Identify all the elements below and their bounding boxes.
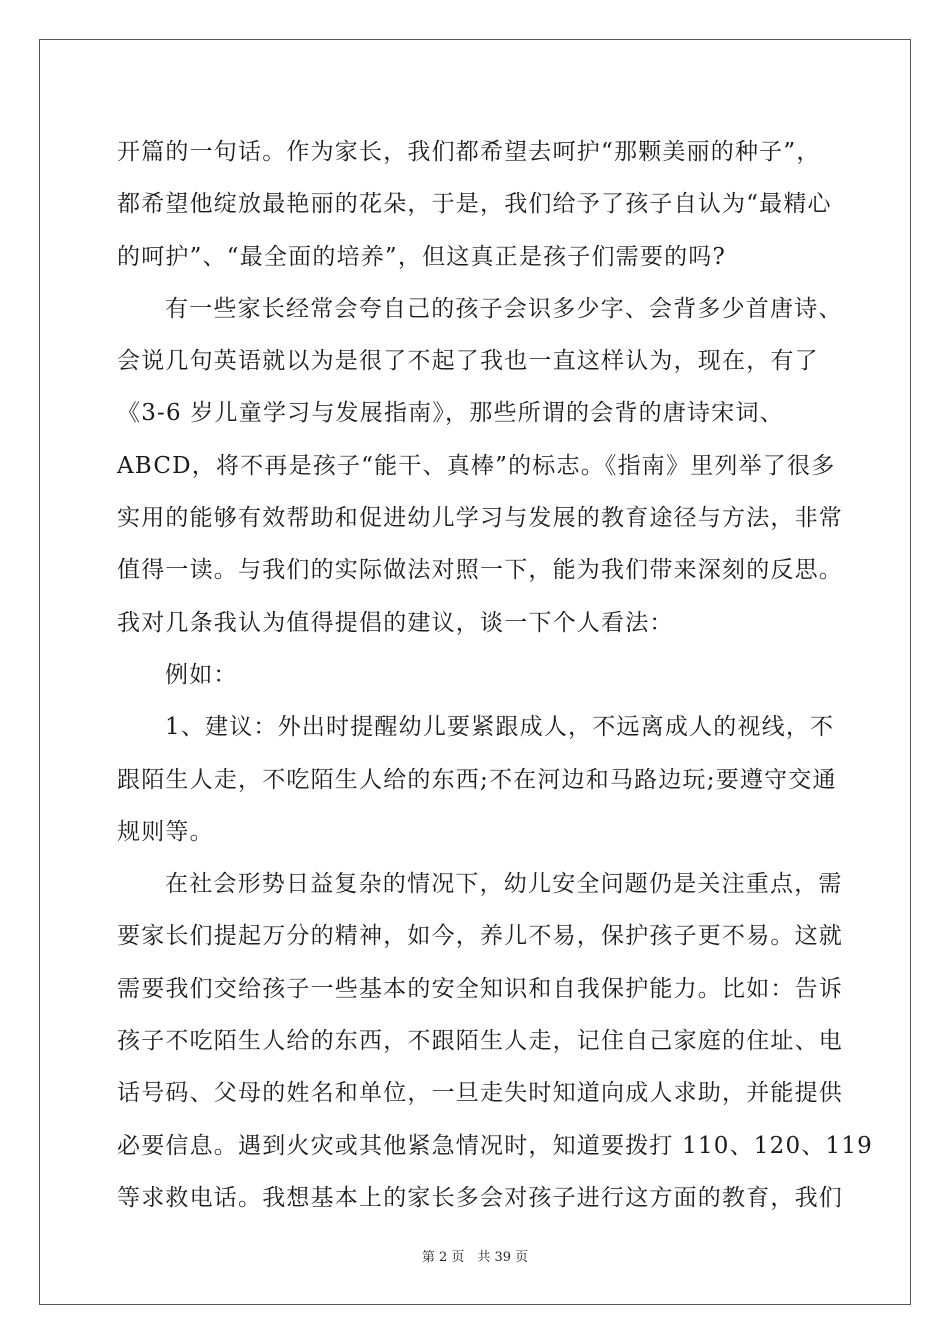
text-line-5: 会说几句英语就以为是很了不起了我也一直这样认为，现在，有了 bbox=[117, 348, 819, 375]
text-line-7: ABCD，将不再是孩子“能干、真棒”的标志。《指南》里列举了很多 bbox=[117, 452, 836, 479]
text-line-12: 1、建议：外出时提醒幼儿要紧跟成人，不远离成人的视线，不 bbox=[165, 714, 835, 741]
text-line-2: 都希望他绽放最艳丽的花朵，于是，我们给予了孩子自认为“最精心 bbox=[117, 191, 832, 218]
text-line-11: 例如： bbox=[165, 661, 238, 688]
text-line-3: 的呵护”、“最全面的培养”，但这真正是孩子们需要的吗? bbox=[117, 243, 727, 270]
text-line-17: 需要我们交给孩子一些基本的安全知识和自我保护能力。比如：告诉 bbox=[117, 975, 843, 1002]
text-line-10: 我对几条我认为值得提倡的建议，谈一下个人看法： bbox=[117, 609, 674, 636]
text-line-19: 话号码、父母的姓名和单位，一旦走失时知道向成人求助，并能提供 bbox=[117, 1080, 843, 1107]
text-line-16: 要家长们提起万分的精神，如今，养儿不易，保护孩子更不易。这就 bbox=[117, 923, 843, 950]
text-line-20: 必要信息。遇到火灾或其他紧急情况时，知道要拨打 110、120、119 bbox=[117, 1132, 874, 1159]
document-body bbox=[117, 126, 874, 1224]
text-line-1: 开篇的一句话。作为家长，我们都希望去呵护“那颗美丽的种子”， bbox=[117, 139, 821, 165]
text-line-21: 等求救电话。我想基本上的家长多会对孩子进行这方面的教育，我们 bbox=[117, 1184, 843, 1211]
text-line-9: 值得一读。与我们的实际做法对照一下，能为我们带来深刻的反思。 bbox=[117, 557, 843, 584]
text-line-15: 在社会形势日益复杂的情况下，幼儿安全问题仍是关注重点，需 bbox=[165, 871, 843, 898]
text-line-8: 实用的能够有效帮助和促进幼儿学习与发展的教育途径与方法，非常 bbox=[117, 505, 843, 532]
text-line-14: 规则等。 bbox=[117, 818, 214, 845]
text-line-18: 孩子不吃陌生人给的东西，不跟陌生人走，记住自己家庭的住址、电 bbox=[117, 1028, 843, 1055]
text-line-6: 《3-6 岁儿童学习与发展指南》，那些所谓的会背的唐诗宋词、 bbox=[117, 400, 784, 427]
page-number-footer: 第 2 页 共 39 页 bbox=[421, 1250, 529, 1265]
text-line-4: 有一些家长经常会夸自己的孩子会识多少字、会背多少首唐诗、 bbox=[165, 295, 843, 322]
text-line-13: 跟陌生人走，不吃陌生人给的东西;不在河边和马路边玩;要遵守交通 bbox=[117, 766, 837, 793]
